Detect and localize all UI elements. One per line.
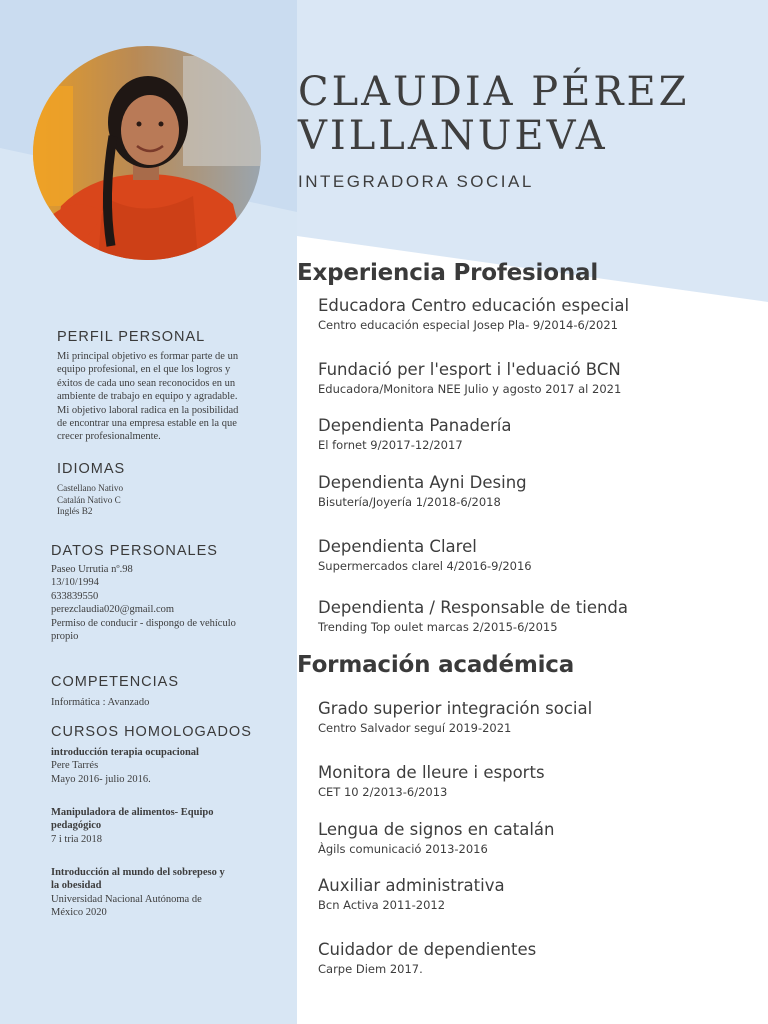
language-item: Catalán Nativo C — [57, 494, 121, 505]
name-line-1: CLAUDIA PÉREZ — [298, 69, 690, 115]
personal-line: propio — [51, 631, 79, 643]
experience-detail: Centro educación especial Josep Pla- 9/2014-6/2021 — [318, 318, 618, 332]
course-detail: México 2020 — [51, 907, 107, 919]
profile-heading: PERFIL PERSONAL — [57, 329, 206, 345]
personal-line: Paseo Urrutia nº.98 — [51, 564, 133, 575]
experience-detail: El fornet 9/2017-12/2017 — [318, 438, 463, 452]
course-detail: Universidad Nacional Autónoma de — [51, 893, 202, 905]
job-title: INTEGRADORA SOCIAL — [298, 172, 534, 191]
language-item: Castellano Nativo — [57, 483, 124, 493]
course-title: introducción terapia ocupacional — [51, 747, 199, 758]
education-title: Cuidador de dependientes — [318, 940, 537, 959]
personal-line: 13/10/1994 — [51, 577, 99, 589]
course-title: pedagógico — [51, 820, 102, 832]
experience-title: Dependienta Ayni Desing — [318, 473, 527, 492]
skills-heading: COMPETENCIAS — [51, 674, 180, 690]
language-item: Inglés B2 — [57, 506, 93, 517]
experience-title: Educadora Centro educación especial — [318, 296, 630, 315]
candidate-name — [298, 70, 758, 158]
education-item — [318, 763, 545, 800]
experience-detail: Supermercados clarel 4/2016-9/2016 — [318, 559, 532, 573]
education-item — [318, 876, 505, 913]
personal-data-list — [51, 563, 236, 643]
experience-title: Dependienta Clarel — [318, 537, 477, 556]
experience-item — [318, 598, 628, 635]
profile-line: equipo profesional, en el que los logros y — [57, 364, 231, 376]
education-detail: CET 10 2/2013-6/2013 — [318, 785, 448, 799]
experience-detail: Bisutería/Joyería 1/2018-6/2018 — [318, 495, 501, 509]
experience-title: Dependienta / Responsable de tienda — [318, 598, 629, 617]
personal-line: 633839550 — [51, 590, 99, 602]
personal-line: perezclaudia020@gmail.com — [51, 604, 175, 616]
courses-heading: CURSOS HOMOLOGADOS — [51, 724, 252, 740]
skills-list — [51, 696, 149, 709]
experience-item — [318, 473, 527, 510]
education-detail: Carpe Diem 2017. — [318, 962, 423, 976]
profile-line: Mi principal objetivo es formar parte de un — [57, 351, 239, 362]
personal-data-heading: DATOS PERSONALES — [51, 543, 218, 559]
course-title: Introducción al mundo del sobrepeso y — [51, 867, 225, 878]
course-detail: Pere Tarrés — [51, 760, 99, 772]
education-item — [318, 820, 555, 857]
education-detail: Bcn Activa 2011-2012 — [318, 898, 446, 912]
education-item — [318, 940, 536, 977]
education-title: Auxiliar administrativa — [318, 876, 505, 895]
experience-detail: Educadora/Monitora NEE Julio y agosto 2017 al 2021 — [318, 382, 622, 396]
course-title: la obesidad — [51, 880, 102, 892]
education-title: Grado superior integración social — [318, 699, 593, 718]
profile-line: éxitos de cada uno sean reconocidos en un — [57, 377, 236, 389]
course-detail: 7 i tria 2018 — [51, 833, 103, 845]
education-item — [318, 699, 592, 736]
course-item — [51, 866, 225, 920]
education-heading: Formación académica — [297, 652, 575, 678]
profile-line: Mi objetivo laboral radica en la posibilidad — [57, 404, 239, 416]
education-detail: Àgils comunicació 2013-2016 — [318, 842, 488, 856]
profile-line: ambiente de trabajo en equipo y agradable. — [57, 391, 238, 403]
education-detail: Centro Salvador seguí 2019-2021 — [318, 721, 512, 735]
experience-item — [318, 537, 532, 574]
experience-item — [318, 360, 621, 397]
profile-line: de encontrar una empresa estable en la que — [57, 418, 237, 430]
course-item — [51, 746, 199, 786]
profile-line: crecer profesionalmente. — [57, 431, 161, 443]
experience-item — [318, 296, 629, 333]
experience-title: Fundació per l'esport i l'eduació BCN — [318, 360, 621, 379]
languages-heading: IDIOMAS — [57, 461, 126, 477]
name-line-2: VILLANUEVA — [298, 113, 608, 159]
course-item — [51, 806, 214, 846]
experience-heading: Experiencia Profesional — [297, 260, 599, 286]
profile-photo — [33, 46, 261, 260]
profile-text — [57, 350, 238, 444]
course-detail: Mayo 2016- julio 2016. — [51, 773, 151, 785]
experience-title: Dependienta Panadería — [318, 416, 512, 435]
education-title: Monitora de lleure i esports — [318, 763, 545, 782]
personal-line: Permiso de conducir - dispongo de vehículo — [51, 617, 236, 629]
experience-item — [318, 416, 511, 453]
languages-list — [57, 483, 123, 518]
course-title: Manipuladora de alimentos- Equipo — [51, 807, 214, 818]
skill-item: Informática : Avanzado — [51, 697, 150, 708]
experience-detail: Trending Top oulet marcas 2/2015-6/2015 — [318, 620, 558, 634]
education-title: Lengua de signos en catalán — [318, 820, 555, 839]
